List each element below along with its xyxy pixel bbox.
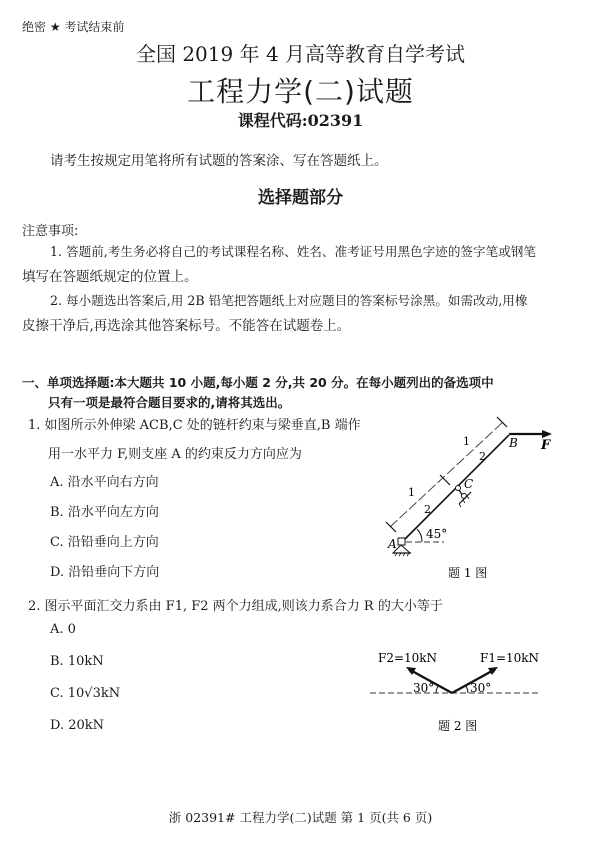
q2-option-c: C. 10√3kN	[50, 686, 121, 701]
instruction: 请考生按规定用笔将所有试题的答案涂、写在答题纸上。	[50, 153, 388, 169]
dim-label-top-den: 2	[479, 450, 486, 463]
q2-option-b: B. 10kN	[50, 654, 104, 669]
subject-title: 工程力学(二)试题	[187, 75, 414, 108]
note-1-line-2: 填写在答题纸规定的位置上。	[22, 269, 198, 285]
q2-option-a: A. 0	[50, 622, 76, 637]
label-b: B	[509, 436, 518, 450]
dim-label-bottom-den: 2	[424, 503, 431, 516]
q2-figure-caption: 题 2 图	[438, 719, 478, 733]
section-title: 选择题部分	[258, 188, 343, 208]
f1-label: F1=10kN	[480, 651, 540, 665]
q2-figure	[370, 640, 540, 740]
q2-stem: 2. 图示平面汇交力系由 F1, F2 两个力组成,则该力系合力 R 的大小等于	[28, 599, 443, 614]
dimension-line	[390, 422, 503, 527]
angle-45: 45°	[426, 527, 448, 541]
q1-option-a: A. 沿水平向右方向	[50, 475, 159, 490]
course-code: 课程代码:02391	[237, 111, 364, 130]
q1-stem-line-1: 1. 如图所示外伸梁 ACB,C 处的链杆约束与梁垂直,B 端作	[28, 418, 361, 433]
note-2-line-1: 2. 每小题选出答案后,用 2B 铅笔把答题纸上对应题目的答案标号涂黑。如需改动,用橡	[50, 293, 528, 308]
label-a: A	[388, 537, 397, 551]
note-2-line-2: 皮擦干净后,再选涂其他答案标号。不能答在试题卷上。	[22, 318, 351, 334]
a-pin-support	[398, 538, 405, 545]
q1-option-c: C. 沿铅垂向上方向	[50, 535, 159, 550]
angle-right: 30°	[470, 681, 492, 695]
page-footer: 浙 02391# 工程力学(二)试题 第 1 页(共 6 页)	[168, 810, 433, 825]
q1-option-b: B. 沿水平向左方向	[50, 505, 159, 520]
part1-heading-line-2: 只有一项是最符合题目要求的,请将其选出。	[48, 395, 291, 410]
force-f-arrowhead	[542, 430, 552, 438]
f2-label: F2=10kN	[378, 651, 438, 665]
q1-figure	[360, 400, 580, 590]
angle-left: 30°	[413, 681, 435, 695]
secret-mark: 绝密 ★ 考试结束前	[22, 20, 125, 34]
dim-label-top-num: 1	[463, 435, 470, 448]
exam-title: 全国 2019 年 4 月高等教育自学考试	[135, 42, 466, 66]
q1-figure-caption: 题 1 图	[448, 566, 488, 580]
q2-option-d: D. 20kN	[50, 718, 105, 733]
q1-stem-line-2: 用一水平力 F,则支座 A 的约束反力方向应为	[48, 447, 302, 462]
part1-heading-line-1: 一、单项选择题:本大题共 10 小题,每小题 2 分,共 20 分。在每小题列出的备选项中	[22, 375, 494, 390]
c-link-pin	[456, 486, 461, 491]
dim-label-bottom-num: 1	[408, 486, 415, 499]
label-f: F	[541, 438, 551, 453]
note-1-line-1: 1. 答题前,考生务必将自己的考试课程名称、姓名、准考证号用黑色字迹的签字笔或钢笔	[50, 244, 536, 259]
notes-title: 注意事项:	[22, 224, 79, 239]
label-c: C	[464, 477, 474, 491]
q1-option-d: D. 沿铅垂向下方向	[50, 565, 160, 580]
